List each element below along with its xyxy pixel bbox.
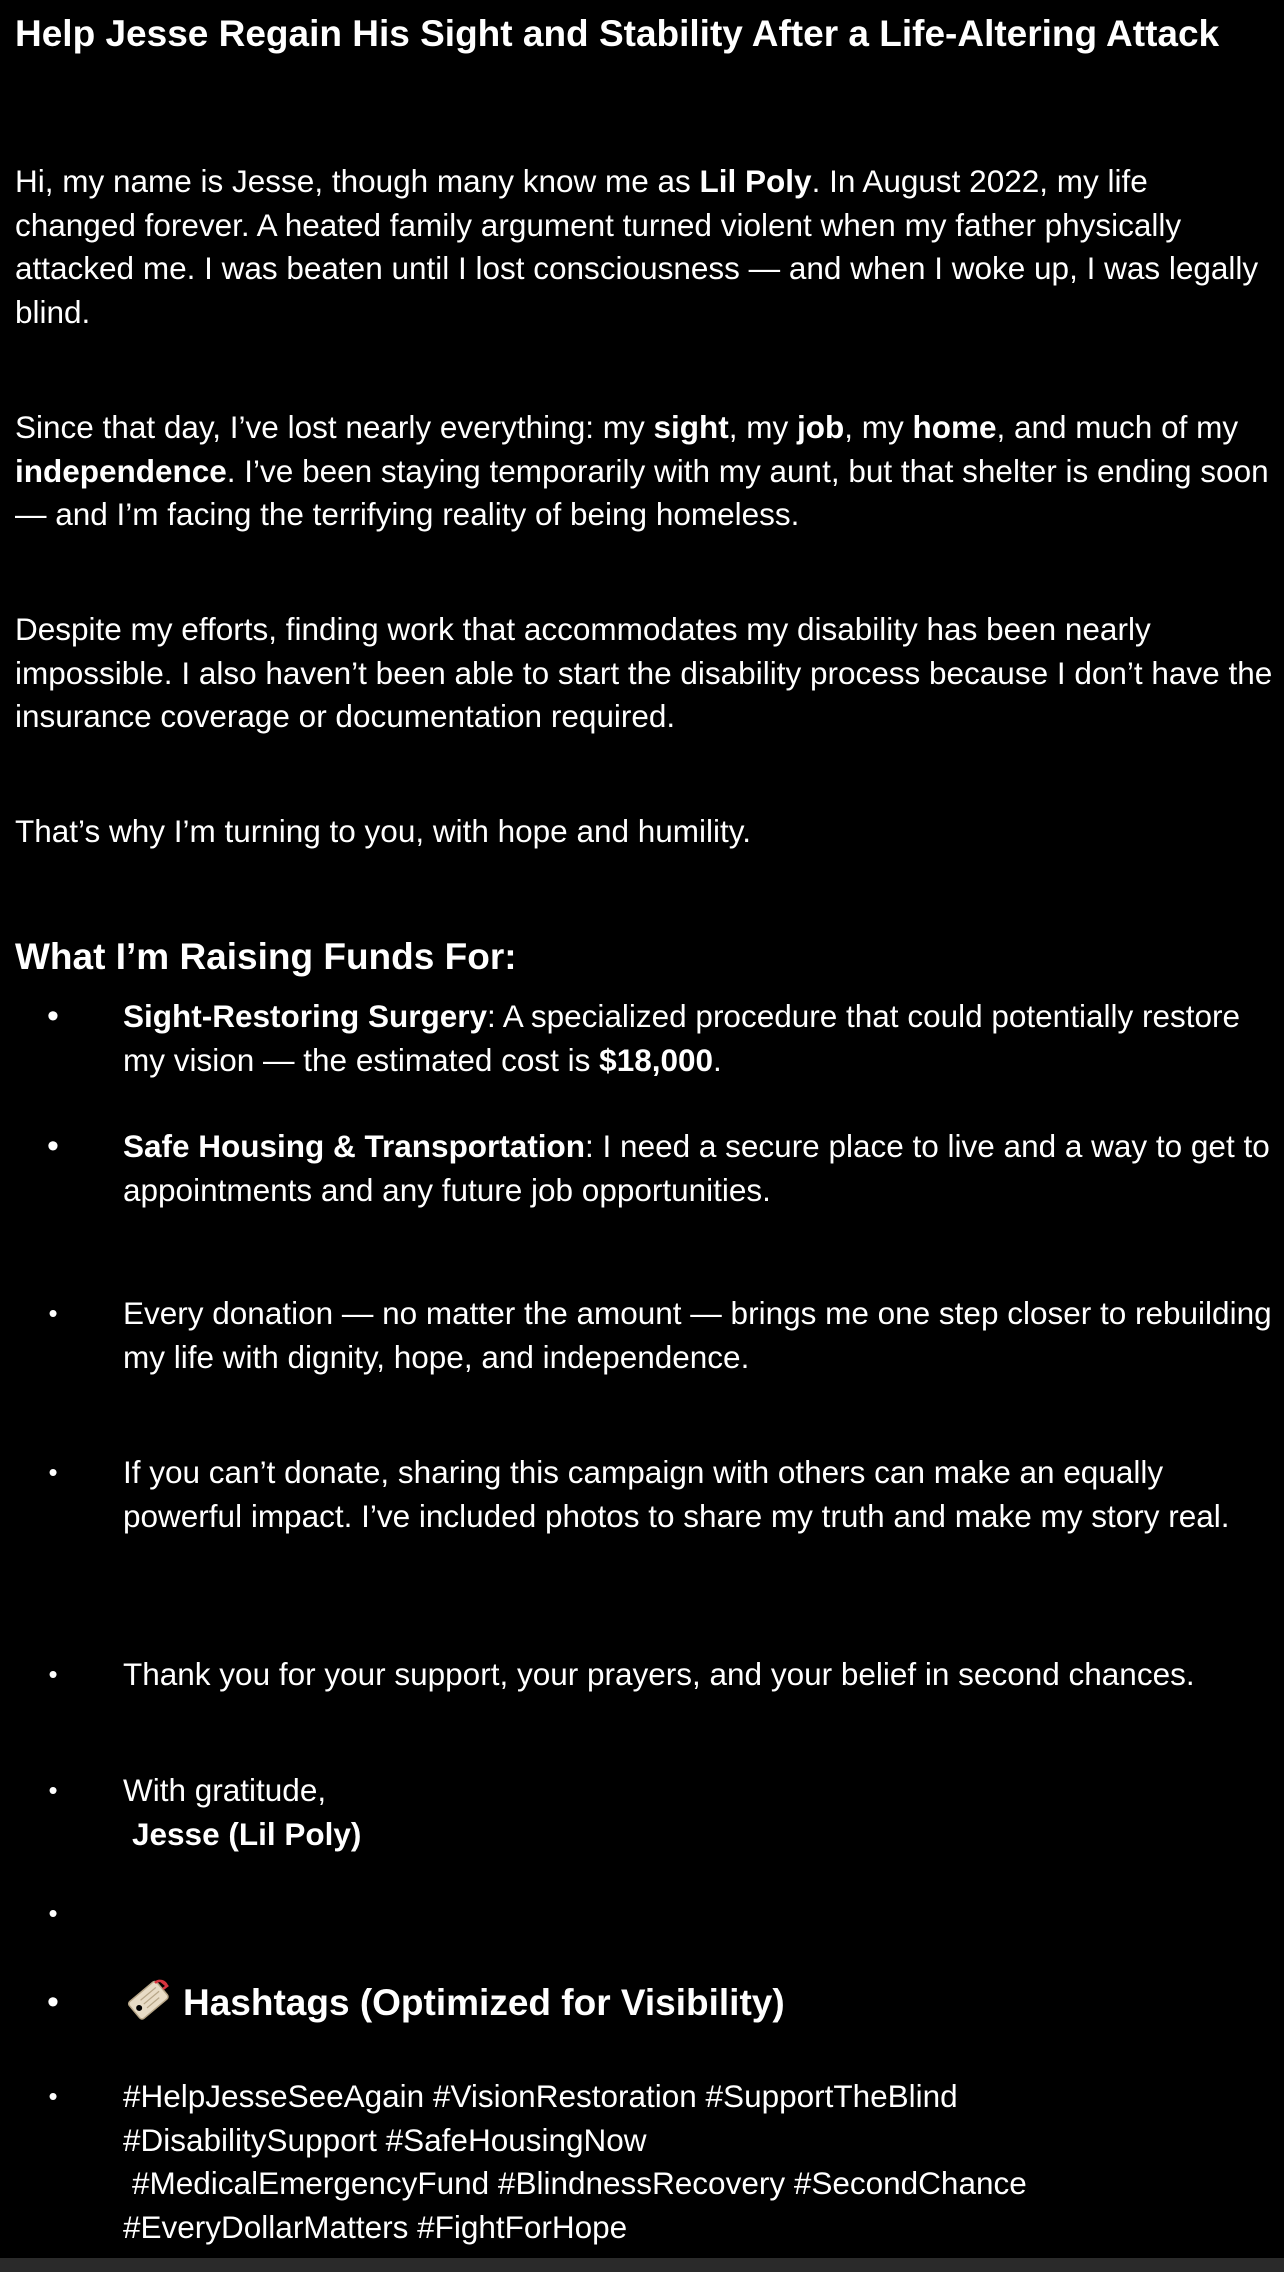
hashtags-heading: Hashtags (Optimized for Visibility): [183, 1982, 785, 2023]
signature-name: Jesse (Lil Poly): [132, 1815, 362, 1852]
list-item-text: [123, 1977, 1277, 2035]
list-item-text: [123, 1769, 1277, 1856]
intro-text: , and much of my: [996, 409, 1239, 445]
bullet: •: [48, 1898, 58, 1928]
intro-paragraph-1: [15, 160, 1277, 334]
list-item-text: [123, 1125, 1277, 1212]
list-item-text: [123, 995, 1277, 1082]
intro-text: . I’ve been staying temporarily with my aunt, but that shelter is ending soon — and I’m facing the terrifying reality of being homeless.: [15, 452, 1269, 532]
intro-text: . In August 2022, my life changed forever. A heated family argument turned violent when my father physically attacked me. I was beaten until I lost consciousness — and when I woke up, I was legally blind.: [15, 163, 1259, 330]
surgery-cost: $18,000: [599, 1041, 714, 1078]
emphasis-sight: sight: [653, 409, 729, 445]
bullet: •: [48, 1457, 58, 1487]
emphasis-independence: independence: [15, 452, 227, 489]
bullet: •: [48, 1298, 58, 1328]
list-item-text: Thank you for your support, your prayers, and your belief in second chances.: [123, 1656, 1195, 1692]
bullet: •: [47, 1983, 59, 2021]
list-item-text: If you can’t donate, sharing this campaign with others can make an equally powerful impact. I’ve included photos to share my truth and make my story real.: [123, 1454, 1230, 1534]
bullet: •: [47, 997, 59, 1035]
emphasis-job: job: [796, 409, 845, 445]
list-item-body: : I need a secure place to live and a way to get to appointments and any future job opportunities.: [123, 1128, 1270, 1208]
list-item-body: .: [713, 1041, 722, 1078]
bullet: •: [48, 1659, 58, 1689]
signoff: With gratitude,: [123, 1772, 327, 1808]
intro-text: Hi, my name is Jesse, though many know me as: [15, 163, 700, 199]
emphasis-home: home: [912, 409, 997, 445]
label-tag-icon: [123, 1977, 175, 2035]
list-item-text: [123, 2075, 1277, 2249]
intro-paragraph-4: That’s why I’m turning to you, with hope and humility.: [15, 813, 751, 849]
hashtag-line: #HelpJesseSeeAgain #VisionRestoration #SupportTheBlind: [123, 2078, 958, 2114]
page-title: Help Jesse Regain His Sight and Stability After a Life-Altering Attack: [15, 13, 1220, 54]
list-item-body: : A specialized procedure that could potentially restore my vision — the estimated cost is: [123, 998, 1241, 1078]
bullet: •: [48, 1775, 58, 1805]
hashtag-line: #EveryDollarMatters #FightForHope: [123, 2208, 628, 2245]
hashtag-line: #MedicalEmergencyFund #BlindnessRecovery #SecondChance: [132, 2165, 1027, 2201]
list-item-text: Every donation — no matter the amount — brings me one step closer to rebuilding my life with dignity, hope, and independence.: [123, 1295, 1272, 1375]
list-item-title: Safe Housing & Transportation: [123, 1128, 586, 1164]
intro-text: , my: [844, 409, 913, 445]
intro-paragraph-3: Despite my efforts, finding work that accommodates my disability has been nearly impossible. I also haven’t been able to start the disability process because I don’t have the insurance coverage or documentation required.: [15, 611, 1273, 734]
intro-paragraph-2: [15, 406, 1277, 537]
hashtag-line: #DisabilitySupport #SafeHousingNow: [123, 2121, 647, 2158]
nickname: Lil Poly: [699, 163, 812, 199]
bullet: •: [47, 1127, 59, 1165]
intro-text: Since that day, I’ve lost nearly everything: my: [15, 409, 654, 445]
list-item-title: Sight-Restoring Surgery: [123, 998, 488, 1034]
funds-heading: What I’m Raising Funds For:: [15, 936, 517, 977]
intro-text: , my: [728, 409, 797, 445]
bullet: •: [48, 2081, 58, 2111]
